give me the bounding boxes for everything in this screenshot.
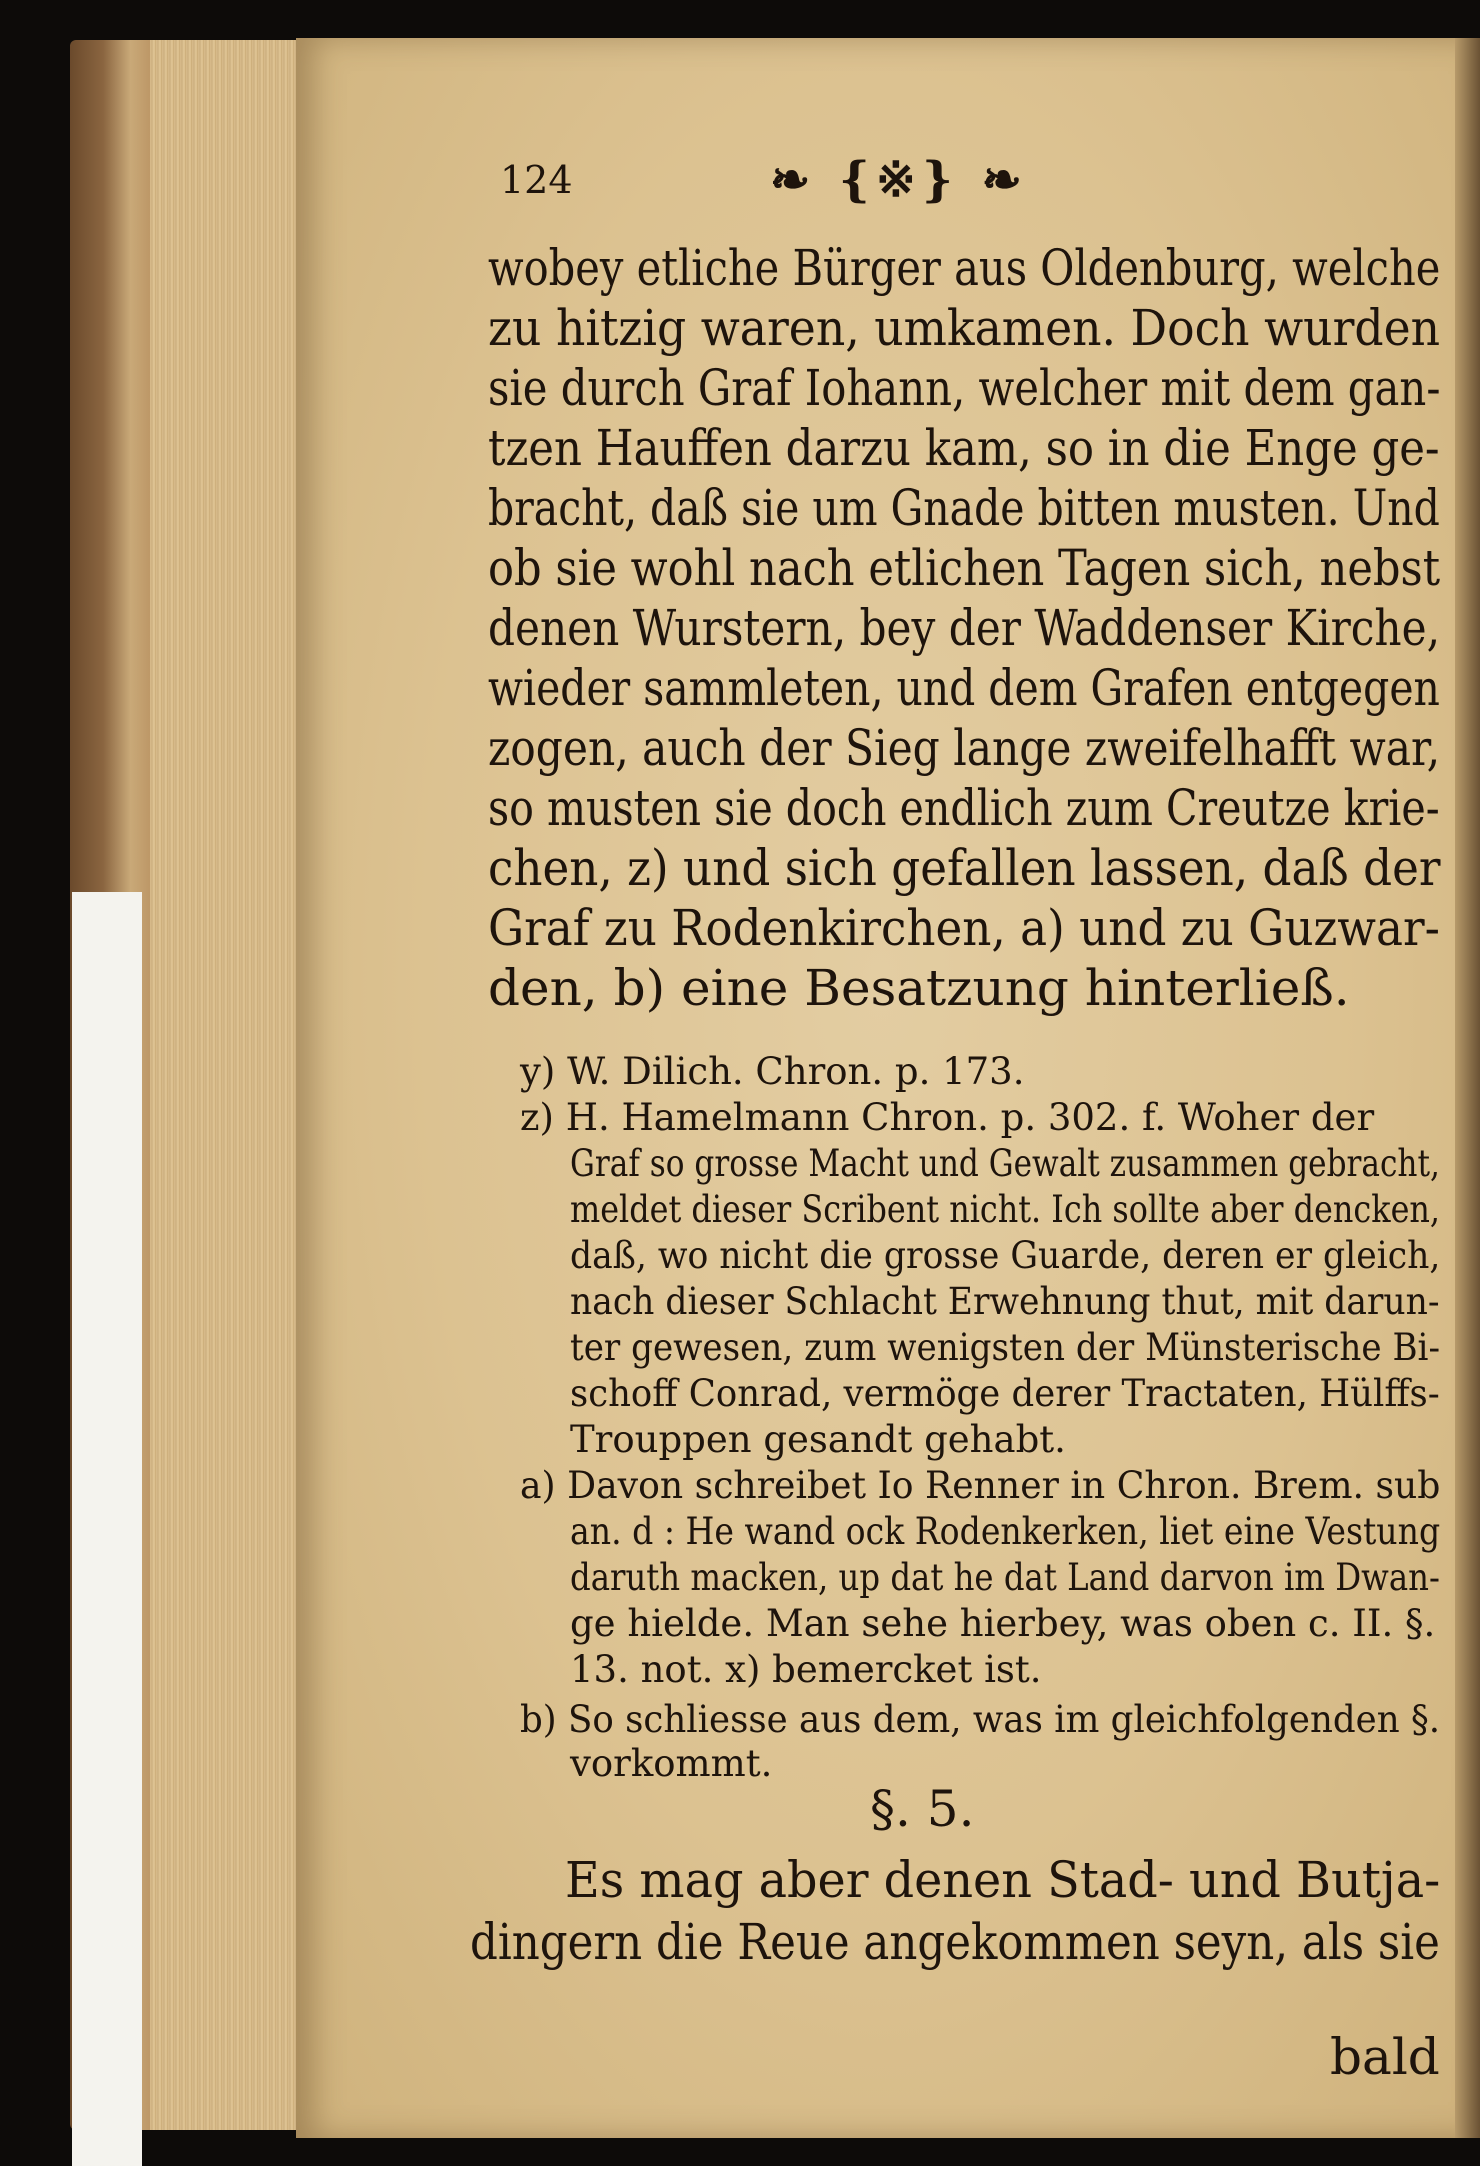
body-line: chen, z) und sich gefallen lassen, daß der	[488, 839, 1441, 897]
footnote-line: b) So schliesse aus dem, was im gleichfolgenden §.	[520, 1698, 1441, 1741]
body-line: sie durch Graf Iohann, welcher mit dem gan-	[488, 359, 1441, 417]
body-line: so musten sie doch endlich zum Creutze krie-	[488, 779, 1440, 837]
page-number: 124	[500, 158, 573, 202]
footnote-line: meldet dieser Scribent nicht. Ich sollte aber dencken,	[570, 1188, 1441, 1231]
body-line: wobey etliche Bürger aus Oldenburg, welche	[488, 239, 1441, 297]
section-heading: §. 5.	[870, 1780, 975, 1838]
footnote-line: schoff Conrad, vermöge derer Tractaten, Hülffs-	[570, 1372, 1440, 1415]
page-stack-edge	[150, 40, 300, 2130]
footnote-line: vorkommt.	[570, 1742, 773, 1785]
footnote-line: a) Davon schreibet Io Renner in Chron. Brem. sub	[520, 1464, 1441, 1507]
catchword: bald	[1330, 2028, 1440, 2086]
footnote-line: nach dieser Schlacht Erwehnung thut, mit darun-	[570, 1280, 1440, 1323]
page-header	[500, 148, 1400, 208]
body-line: bracht, daß sie um Gnade bitten musten. Und	[488, 479, 1440, 537]
footnote-line: z) H. Hamelmann Chron. p. 302. f. Woher der	[520, 1096, 1375, 1139]
section-line: dingern die Reue angekommen seyn, als sie	[470, 1913, 1440, 1971]
body-line: Graf zu Rodenkirchen, a) und zu Guzwar-	[488, 899, 1440, 957]
footnote-line: 13. not. x) bemercket ist.	[570, 1648, 1042, 1691]
footnote-line: daruth macken, up dat he dat Land darvon im Dwan-	[570, 1556, 1440, 1599]
body-line: ob sie wohl nach etlichen Tagen sich, nebst	[488, 539, 1441, 597]
footnote-line: ter gewesen, zum wenigsten der Münsterische Bi-	[570, 1326, 1441, 1369]
body-line: denen Wurstern, bey der Waddenser Kirche,	[488, 599, 1441, 657]
footnote-line: ge hielde. Man sehe hierbey, was oben c. II. §.	[570, 1602, 1436, 1645]
bookmark-strip	[72, 892, 142, 2166]
footnote-line: daß, wo nicht die grosse Guarde, deren er gleich,	[570, 1234, 1441, 1277]
footnote-line: Trouppen gesandt gehabt.	[570, 1418, 1066, 1461]
header-ornament: ❧ {※} ❧	[770, 152, 1028, 208]
footnote-line: an. d : He wand ock Rodenkerken, liet eine Vestung	[570, 1510, 1441, 1553]
footnote-line: y) W. Dilich. Chron. p. 173.	[520, 1050, 1025, 1093]
body-line: tzen Hauffen darzu kam, so in die Enge ge-	[488, 419, 1440, 477]
body-line: zogen, auch der Sieg lange zweifelhafft war,	[488, 719, 1441, 777]
footnote-line: Graf so grosse Macht und Gewalt zusammen gebracht,	[570, 1142, 1440, 1185]
body-line: zu hitzig waren, umkamen. Doch wurden	[488, 299, 1441, 357]
body-line: wieder sammleten, und dem Grafen entgegen	[488, 659, 1440, 717]
section-line: Es mag aber denen Stad- und Butja-	[565, 1851, 1441, 1909]
page-right-edge	[1455, 38, 1480, 2138]
body-line: den, b) eine Besatzung hinterließ.	[488, 959, 1350, 1017]
